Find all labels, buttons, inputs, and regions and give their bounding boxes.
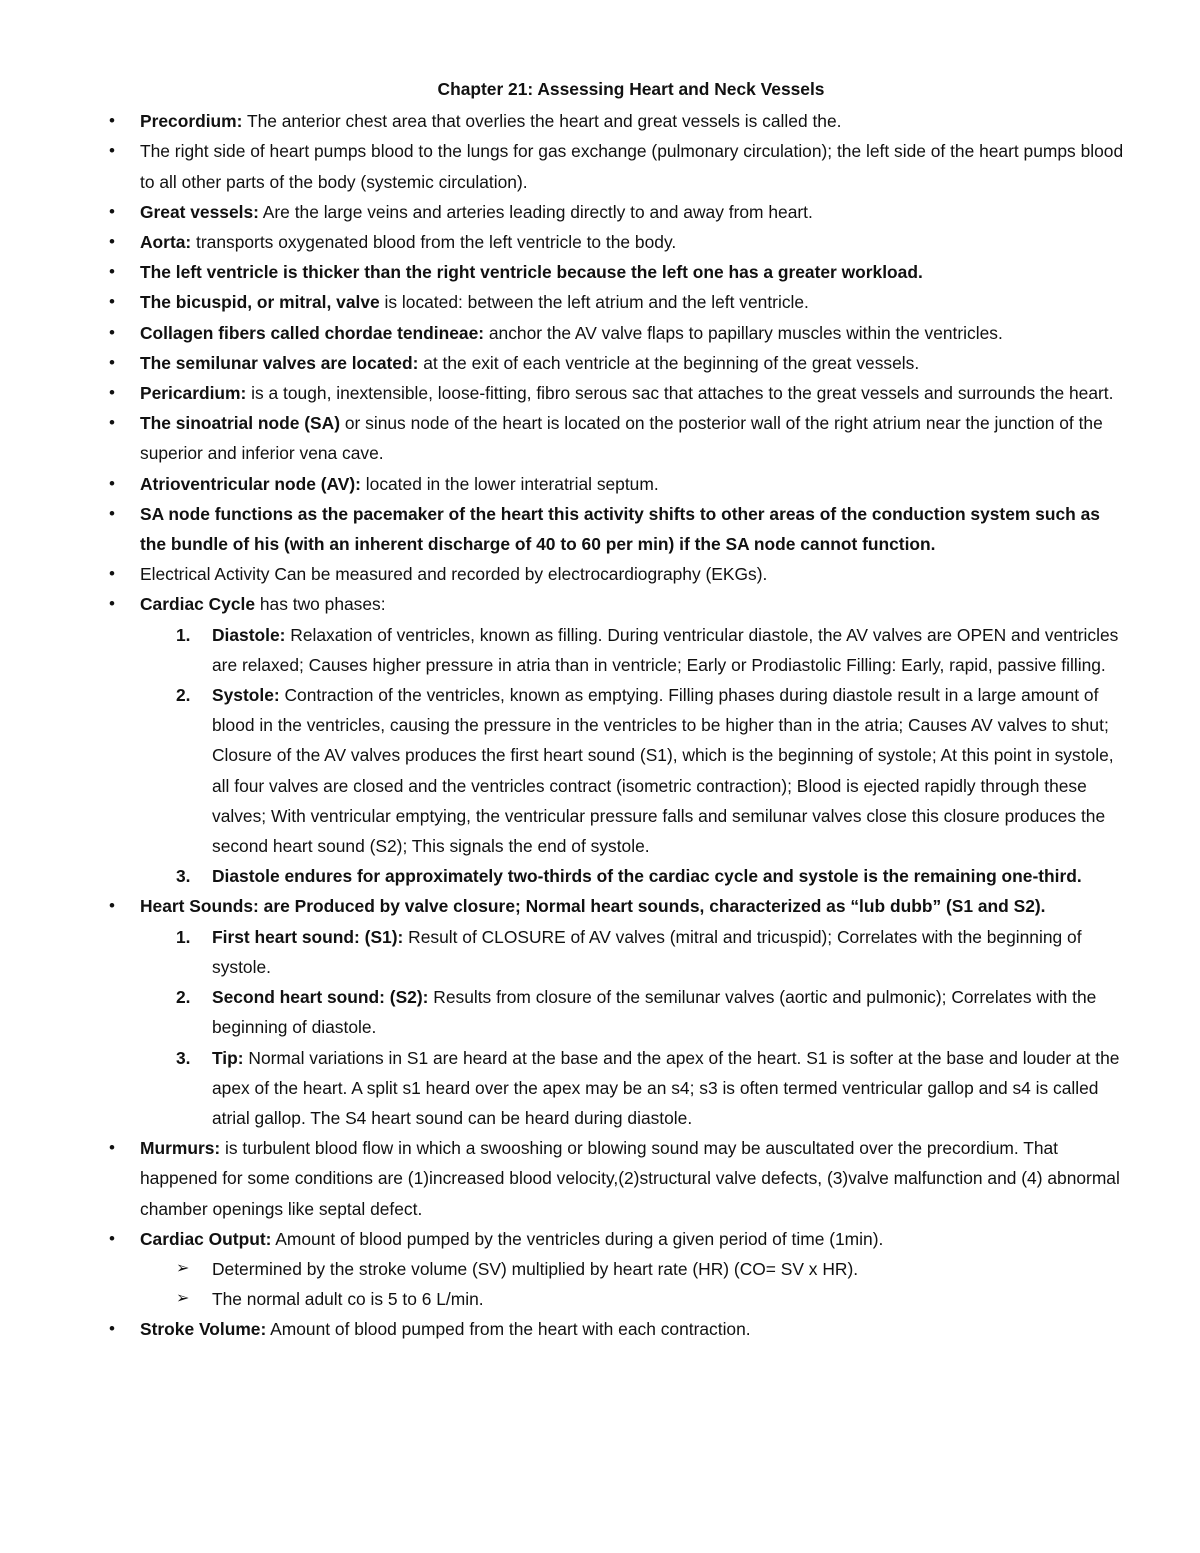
numbered-item: 2. Systole: Contraction of the ventricles, known as emptying. Filling phases during diastole result in a large amount of blood in the ventricles, causing the pressure in the ventricles to be higher than in the atria; Causes AV valves to shut; Closure of the AV valves produces the first heart sound (S1), which is the beginning of systole; At this point in systole, all four valves are closed and the ventricles contract (isometric contraction); Blood is ejected rapidly through these valves; With ventricular emptying, the ventricular pressure falls and semilunar valves close this closure produces the second heart sound (S2); This signals the end of systole. <box>176 680 1128 861</box>
numbered-item: 3. Tip: Normal variations in S1 are heard at the base and the apex of the heart. S1 is softer at the base and louder at the apex of the heart. A split s1 heard over the apex may be an s4; s3 is often termed ventricular gallop and s4 is called atrial gallop. The S4 heart sound can be heard during diastole. <box>176 1043 1128 1134</box>
bullet-icon: • <box>109 896 115 916</box>
bullet-icon: • <box>109 262 115 282</box>
item-number: 2. <box>176 987 191 1008</box>
cardiac-output-sublist <box>140 1254 1128 1314</box>
bullet-icon: • <box>109 111 115 131</box>
list-item: • Great vessels: Are the large veins and arteries leading directly to and away from heart. <box>104 197 1128 227</box>
bullet-icon: • <box>109 1228 115 1248</box>
list-item-stroke-volume: • Stroke Volume: Amount of blood pumped from the heart with each contraction. <box>104 1314 1128 1344</box>
item-number: 2. <box>176 685 191 706</box>
list-item: • Electrical Activity Can be measured and recorded by electrocardiography (EKGs). <box>104 559 1128 589</box>
list-item: • The left ventricle is thicker than the right ventricle because the left one has a greater workload. <box>104 257 1128 287</box>
bullet-icon: • <box>109 1138 115 1158</box>
item-number: 1. <box>176 624 191 645</box>
item-number: 1. <box>176 926 191 947</box>
bullet-icon: • <box>109 413 115 433</box>
bullet-icon: • <box>109 383 115 403</box>
numbered-item: 1. First heart sound: (S1): Result of CLOSURE of AV valves (mitral and tricuspid); Correlates with the beginning of systole. <box>176 922 1128 982</box>
cardiac-cycle-sublist <box>140 620 1128 892</box>
page-title: Chapter 21: Assessing Heart and Neck Vessels <box>437 79 825 99</box>
bullet-icon: • <box>109 232 115 252</box>
numbered-item: 2. Second heart sound: (S2): Results from closure of the semilunar valves (aortic and pulmonic); Correlates with the beginning of diastole. <box>176 982 1128 1042</box>
list-item: • Collagen fibers called chordae tendineae: anchor the AV valve flaps to papillary muscles within the ventricles. <box>104 318 1128 348</box>
notes-list <box>104 106 1128 1344</box>
list-item: • The semilunar valves are located: at the exit of each ventricle at the beginning of the great vessels. <box>104 348 1128 378</box>
list-item: • The sinoatrial node (SA) or sinus node of the heart is located on the posterior wall of the right atrium near the junction of the superior and inferior vena cave. <box>104 408 1128 468</box>
list-item-cardiac-output: • Cardiac Output: Amount of blood pumped by the ventricles during a given period of time (1min). ➢ Determined by the stroke volume (SV) multiplied by heart rate (HR) (CO= SV x HR). ➢ The normal adult co is 5 to 6 L/min. <box>104 1224 1128 1315</box>
list-item: • Aorta: transports oxygenated blood from the left ventricle to the body. <box>104 227 1128 257</box>
bullet-icon: • <box>109 1319 115 1339</box>
heart-sounds-sublist <box>140 922 1128 1133</box>
bullet-icon: • <box>109 292 115 312</box>
bullet-icon: • <box>109 352 115 372</box>
list-item-murmurs: • Murmurs: is turbulent blood flow in which a swooshing or blowing sound may be auscultated over the precordium. That happened for some conditions are (1)increased blood velocity,(2)structural valve defects, (3)valve malfunction and (4) abnormal chamber openings like septal defect. <box>104 1133 1128 1224</box>
bullet-icon: • <box>109 201 115 221</box>
numbered-item: 1. Diastole: Relaxation of ventricles, known as filling. During ventricular diastole, the AV valves are OPEN and ventricles are relaxed; Causes higher pressure in atria than in ventricle; Early or Prodiastolic Filling: Early, rapid, passive filling. <box>176 620 1128 680</box>
list-item-heart-sounds: • Heart Sounds: are Produced by valve closure; Normal heart sounds, characterized as “lub dubb” (S1 and S2). 1. First heart sound: (S1): Result of CLOSURE of AV valves (mitral and tricuspid); Correlates with the beginning of systole. 2. Second heart sound: (S2): Results from closure of the semilunar valves (aortic and pulmonic); Correlates with the beginning of diastole. 3. Tip: Normal variations in S1 are heard at the base and the apex of the heart. S1 is softer at the base and louder at the apex of the heart. A split s1 heard over the apex may be an s4; s3 is often termed ventricular gallop and s4 is called atrial gallop. The S4 heart sound can be heard during diastole. <box>104 891 1128 1133</box>
arrow-bullet-icon: ➢ <box>176 1259 190 1277</box>
bullet-icon: • <box>109 473 115 493</box>
bullet-icon: • <box>109 594 115 614</box>
list-item: • Precordium: The anterior chest area that overlies the heart and great vessels is called the. <box>104 106 1128 136</box>
arrow-item: ➢ The normal adult co is 5 to 6 L/min. <box>176 1284 1128 1314</box>
bullet-icon: • <box>109 322 115 342</box>
list-item: • Pericardium: is a tough, inextensible, loose-fitting, fibro serous sac that attaches to the great vessels and surrounds the heart. <box>104 378 1128 408</box>
bullet-icon: • <box>109 564 115 584</box>
arrow-item: ➢ Determined by the stroke volume (SV) multiplied by heart rate (HR) (CO= SV x HR). <box>176 1254 1128 1284</box>
list-item: • SA node functions as the pacemaker of the heart this activity shifts to other areas of the conduction system such as the bundle of his (with an inherent discharge of 40 to 60 per min) if the SA node cannot function. <box>104 499 1128 559</box>
arrow-bullet-icon: ➢ <box>176 1290 190 1308</box>
bullet-icon: • <box>109 503 115 523</box>
list-item: • The bicuspid, or mitral, valve is located: between the left atrium and the left ventricle. <box>104 287 1128 317</box>
bullet-icon: • <box>109 141 115 161</box>
list-item: • The right side of heart pumps blood to the lungs for gas exchange (pulmonary circulation); the left side of the heart pumps blood to all other parts of the body (systemic circulation). <box>104 136 1128 196</box>
list-item-cardiac-cycle: • Cardiac Cycle has two phases: 1. Diastole: Relaxation of ventricles, known as filling. During ventricular diastole, the AV valves are OPEN and ventricles are relaxed; Causes higher pressure in atria than in ventricle; Early or Prodiastolic Filling: Early, rapid, passive filling. 2. Systole: Contraction of the ventricles, known as emptying. Filling phases during diastole result in a large amount of blood in the ventricles, causing the pressure in the ventricles to be higher than in the atria; Causes AV valves to shut; Closure of the AV valves produces the first heart sound (S1), which is the beginning of systole; At this point in systole, all four valves are closed and the ventricles contract (isometric contraction); Blood is ejected rapidly through these valves; With ventricular emptying, the ventricular pressure falls and semilunar valves close this closure produces the second heart sound (S2); This signals the end of systole. 3. Diastole endures for approximately two-thirds of the cardiac cycle and systole is the remaining one-third. <box>104 589 1128 891</box>
list-item: • Atrioventricular node (AV): located in the lower interatrial septum. <box>104 469 1128 499</box>
item-number: 3. <box>176 866 191 887</box>
item-number: 3. <box>176 1047 191 1068</box>
numbered-item: 3. Diastole endures for approximately two-thirds of the cardiac cycle and systole is the remaining one-third. <box>176 861 1128 891</box>
